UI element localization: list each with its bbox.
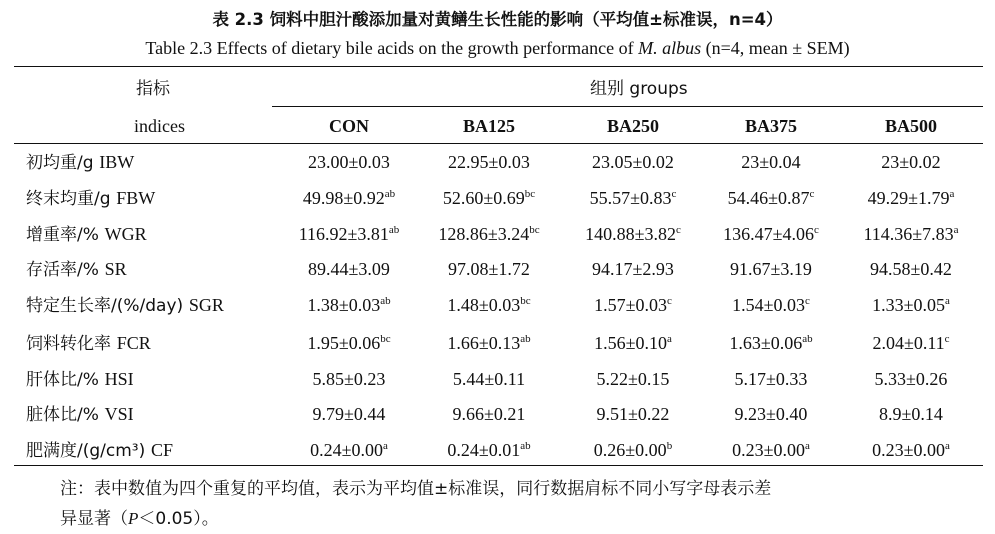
row-label	[26, 151, 134, 174]
table-cell	[269, 258, 429, 280]
row-label-en: SGR	[188, 295, 224, 315]
row-label-cn: 肥满度/(g/cm³)	[26, 441, 146, 461]
table-cell	[409, 368, 569, 390]
cell-value: 0.23±0.00	[732, 440, 805, 460]
row-label-en: FBW	[116, 188, 156, 208]
table-cell	[831, 258, 991, 280]
group-header-con: CON	[329, 116, 369, 136]
row-label-en: SR	[104, 259, 127, 279]
significance-superscript: bc	[380, 333, 391, 345]
cell-value: 1.95±0.06	[307, 333, 381, 353]
table-cell	[831, 223, 991, 245]
row-label-en: CF	[150, 440, 173, 460]
table-cell	[553, 223, 713, 245]
row-label-cn: 终末均重/g	[26, 189, 111, 209]
cell-value: 55.57±0.83	[589, 188, 672, 208]
table-cell	[269, 403, 429, 425]
significance-superscript: ab	[388, 224, 400, 236]
cell-value: 49.29±1.79	[867, 188, 950, 208]
footnote-line-2-suffix: ＜0.05）。	[138, 509, 219, 529]
row-label	[26, 332, 151, 355]
table-cell	[691, 368, 851, 390]
table-cell	[831, 151, 991, 173]
cell-value: 114.36±7.83	[863, 224, 954, 244]
significance-superscript: bc	[524, 188, 536, 200]
table-cell	[409, 403, 569, 425]
cell-value: 0.23±0.00	[872, 440, 945, 460]
cell-value: 1.33±0.05	[872, 295, 945, 315]
table-cell	[691, 332, 851, 354]
significance-superscript: a	[667, 333, 672, 345]
table-cell	[831, 332, 991, 354]
significance-superscript: ab	[384, 188, 396, 200]
significance-superscript: c	[809, 188, 815, 200]
cell-value: 116.92±3.81	[298, 224, 389, 244]
significance-superscript: a	[945, 440, 950, 452]
table-cell	[409, 439, 569, 461]
cell-value: 23±0.02	[881, 152, 941, 172]
table-cell	[831, 294, 991, 316]
table-cell	[553, 403, 713, 425]
cell-value: 54.46±0.87	[727, 188, 810, 208]
cell-value: 5.33±0.26	[874, 369, 948, 389]
row-label-en: WGR	[104, 224, 147, 244]
significance-superscript: c	[944, 333, 950, 345]
table-cell	[553, 258, 713, 280]
footnote-line-2	[60, 504, 940, 534]
cell-value: 1.48±0.03	[447, 295, 521, 315]
table-title-en	[0, 38, 995, 59]
row-label	[26, 294, 224, 317]
significance-superscript: c	[805, 295, 810, 307]
cell-value: 5.17±0.33	[734, 369, 808, 389]
cell-value: 0.24±0.00	[310, 440, 383, 460]
cell-value: 23±0.04	[741, 152, 801, 172]
table-cell	[553, 439, 713, 461]
table-cell	[553, 332, 713, 354]
cell-value: 1.56±0.10	[594, 333, 667, 353]
significance-superscript: ab	[520, 440, 531, 452]
cell-value: 136.47±4.06	[723, 224, 814, 244]
table-bottom-rule	[14, 465, 983, 466]
groups-underline-rule	[272, 106, 983, 107]
group-header-ba250: BA250	[606, 116, 659, 136]
cell-value: 89.44±3.09	[308, 259, 390, 279]
row-label	[26, 223, 147, 246]
significance-superscript: c	[667, 295, 672, 307]
row-label-cn: 存活率/%	[26, 260, 99, 280]
row-label-cn: 特定生长率/(%/day)	[26, 296, 184, 316]
table-cell	[691, 439, 851, 461]
table-cell	[831, 368, 991, 390]
table-cell	[831, 403, 991, 425]
cell-value: 5.44±0.11	[452, 369, 526, 389]
table-cell	[269, 368, 429, 390]
table-cell	[691, 223, 851, 245]
table-cell	[691, 403, 851, 425]
header-indices-cn: 指标	[136, 79, 170, 99]
cell-value: 97.08±1.72	[448, 259, 530, 279]
table-top-rule	[14, 66, 983, 67]
group-header-ba500: BA500	[884, 116, 937, 136]
cell-value: 0.26±0.00	[593, 440, 667, 460]
row-label-cn: 脏体比/%	[26, 405, 99, 425]
title-en-suffix: (n=4, mean ± SEM)	[701, 38, 850, 58]
significance-superscript: ab	[520, 333, 531, 345]
cell-value: 94.58±0.42	[870, 259, 952, 279]
table-cell	[409, 258, 569, 280]
cell-value: 94.17±2.93	[592, 259, 674, 279]
table-cell	[409, 187, 569, 209]
row-label	[26, 403, 134, 426]
row-label	[26, 368, 134, 391]
cell-value: 23.05±0.02	[592, 152, 674, 172]
cell-value: 91.67±3.19	[730, 259, 812, 279]
row-label-en: VSI	[104, 404, 134, 424]
cell-value: 9.23±0.40	[734, 404, 808, 424]
table-footnote	[60, 474, 940, 534]
cell-value: 1.54±0.03	[732, 295, 805, 315]
significance-superscript: c	[814, 224, 819, 236]
cell-value: 23.00±0.03	[308, 152, 390, 172]
table-cell	[409, 332, 569, 354]
table-cell	[269, 151, 429, 173]
table-cell	[269, 439, 429, 461]
row-label	[26, 258, 127, 281]
table-cell	[269, 294, 429, 316]
cell-value: 5.85±0.23	[312, 369, 386, 389]
significance-superscript: b	[666, 440, 673, 452]
table-cell	[691, 187, 851, 209]
significance-superscript: a	[953, 224, 959, 236]
significance-superscript: bc	[529, 224, 540, 236]
cell-value: 140.88±3.82	[585, 224, 676, 244]
footnote-p-symbol: P	[128, 509, 139, 528]
table-title-cn: 表 2.3 饲料中胆汁酸添加量对黄鳝生长性能的影响（平均值±标准误，n=4）	[212, 10, 783, 29]
table-cell	[269, 223, 429, 245]
row-label-en: IBW	[99, 152, 135, 172]
table-cell	[553, 151, 713, 173]
table-cell	[553, 294, 713, 316]
cell-value: 128.86±3.24	[438, 224, 530, 244]
cell-value: 9.51±0.22	[596, 404, 670, 424]
row-label	[26, 187, 155, 210]
significance-superscript: ab	[802, 333, 813, 345]
cell-value: 8.9±0.14	[879, 404, 943, 424]
significance-superscript: c	[671, 188, 677, 200]
cell-value: 22.95±0.03	[448, 152, 530, 172]
cell-value: 52.60±0.69	[442, 188, 525, 208]
cell-value: 9.66±0.21	[452, 404, 526, 424]
table-cell	[553, 187, 713, 209]
significance-superscript: a	[383, 440, 388, 452]
table-cell	[269, 332, 429, 354]
table-cell	[409, 294, 569, 316]
footnote-line-1: 注：表中数值为四个重复的平均值，表示为平均值±标准误，同行数据肩标不同小写字母表示差	[60, 479, 772, 499]
header-groups-label: 组别 groups	[590, 79, 688, 99]
footnote-line-2-prefix: 异显著（	[60, 509, 128, 529]
row-label-en: HSI	[104, 369, 134, 389]
table-cell	[831, 187, 991, 209]
header-bottom-rule	[14, 143, 983, 144]
table-cell	[553, 368, 713, 390]
group-header-ba375: BA375	[744, 116, 797, 136]
table-cell	[269, 187, 429, 209]
title-en-species: M. albus	[638, 38, 702, 58]
row-label-cn: 初均重/g	[26, 153, 94, 173]
cell-value: 5.22±0.15	[596, 369, 670, 389]
cell-value: 1.66±0.13	[447, 333, 521, 353]
table-cell	[691, 294, 851, 316]
cell-value: 1.38±0.03	[307, 295, 381, 315]
cell-value: 0.24±0.01	[447, 440, 521, 460]
cell-value: 1.57±0.03	[594, 295, 667, 315]
row-label-cn: 饲料转化率	[26, 334, 111, 354]
cell-value: 2.04±0.11	[872, 333, 945, 353]
row-label-en: FCR	[116, 333, 151, 353]
group-header-ba125: BA125	[462, 116, 515, 136]
significance-superscript: bc	[520, 295, 531, 307]
table-cell	[691, 151, 851, 173]
significance-superscript: c	[676, 224, 681, 236]
row-label-cn: 肝体比/%	[26, 370, 99, 390]
significance-superscript: ab	[380, 295, 391, 307]
significance-superscript: a	[805, 440, 810, 452]
title-en-prefix: Table 2.3 Effects of dietary bile acids on the growth performance of	[145, 38, 639, 58]
significance-superscript: a	[949, 188, 955, 200]
table-cell	[691, 258, 851, 280]
table-cell	[409, 151, 569, 173]
significance-superscript: a	[945, 295, 950, 307]
cell-value: 49.98±0.92	[302, 188, 385, 208]
cell-value: 9.79±0.44	[312, 404, 386, 424]
row-label-cn: 增重率/%	[26, 225, 99, 245]
header-indices-en: indices	[134, 116, 185, 136]
cell-value: 1.63±0.06	[729, 333, 803, 353]
table-cell	[831, 439, 991, 461]
table-cell	[409, 223, 569, 245]
row-label	[26, 439, 173, 462]
